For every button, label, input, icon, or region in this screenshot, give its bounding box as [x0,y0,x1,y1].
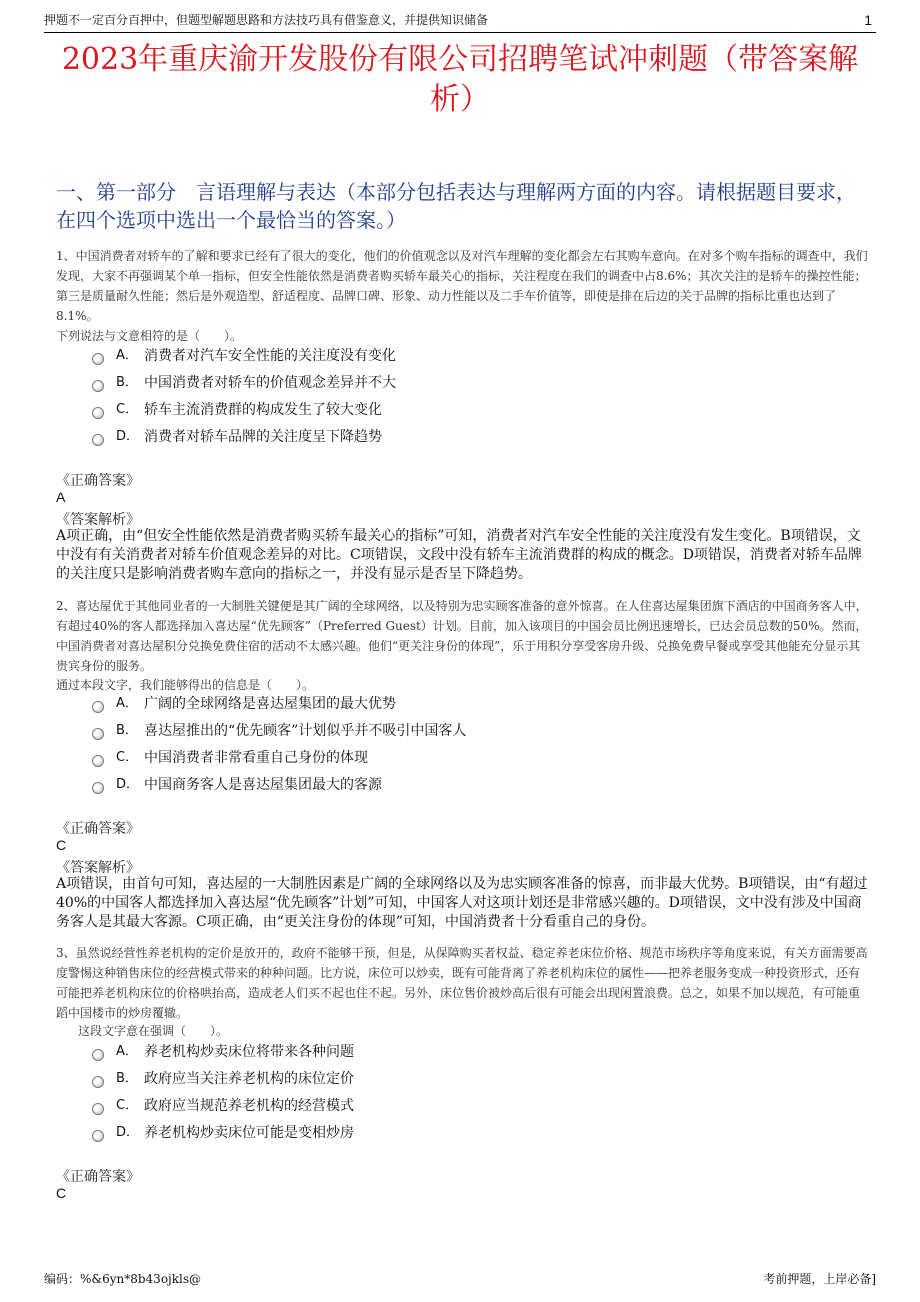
option-text: 养老机构炒卖床位将带来各种问题 [144,1044,354,1060]
analysis-label: 《答案解析》 [56,860,140,876]
question-stem: 2、喜达屋优于其他同业者的一大制胜关键便是其广阔的全球网络，以及特别为忠实顾客准备的意外惊喜。在人住喜达屋集团旗下酒店的中国商务客人中，有超过40%的客人都选择加入喜达屋“优先顾客”（Preferred Guest）计划。目前，加入该项目的中国会员比例迅速增长，已达会员总数的50%。然而，中国消费者对喜达屋积分兑换免费住宿的活动不太感兴趣。他们“更关注身份的体现”，乐于用积分享受客房升级、兑换免费早餐或享受其他能充分显示其贵宾身份的服务。 [56,599,868,673]
option-text: 消费者对汽车安全性能的关注度没有变化 [144,348,396,364]
option-text: 中国消费者非常看重自己身份的体现 [144,750,368,766]
question-1-stem [56,246,868,326]
question-1-option-a[interactable] [92,346,396,366]
page-header [44,8,876,33]
option-letter: B． [116,1071,138,1086]
radio-icon[interactable] [92,380,104,392]
radio-icon[interactable] [92,701,104,713]
option-letter: A． [116,348,138,363]
radio-icon[interactable] [92,728,104,740]
question-3-option-d[interactable] [92,1123,354,1143]
answer-label: 《正确答案》 [56,821,140,837]
option-text: 消费者对轿车品牌的关注度呈下降趋势 [144,429,382,445]
option-letter: B． [116,723,138,738]
document-title: 2023年重庆渝开发股份有限公司招聘笔试冲刺题（带答案解析） [61,42,859,117]
question-3-stem [56,943,868,1023]
option-letter: A． [116,1044,138,1059]
radio-icon[interactable] [92,353,104,365]
radio-icon[interactable] [92,1130,104,1142]
question-2-option-b[interactable] [92,721,466,741]
option-text: 轿车主流消费群的构成发生了较大变化 [144,402,382,418]
answer-value: C [56,837,67,853]
question-stem: 3、虽然说经营性养老机构的定价是放开的，政府不能够干预，但是，从保障购买者权益、稳定养老床位价格、规范市场秩序等角度来说，有关方面需要高度警惕这种销售床位的经营模式带来的种种问题。比方说，床位可以炒卖，既有可能背离了养老机构床位的属性——把养老服务变成一种投资形式，还有可能把养老机构床位的价格哄抬高，造成老人们买不起也住不起。另外，床位售价被炒高后很有可能会出现闲置浪费。总之，如果不加以规范，有可能重蹈中国楼市的炒房覆辙。 [56,946,868,1020]
option-letter: C． [116,750,139,765]
radio-icon[interactable] [92,1049,104,1061]
radio-icon[interactable] [92,782,104,794]
radio-icon[interactable] [92,1076,104,1088]
option-letter: D． [116,1125,140,1140]
answer-label: 《正确答案》 [56,473,140,489]
radio-icon[interactable] [92,755,104,767]
question-3-option-b[interactable] [92,1069,354,1089]
analysis-text: A项错误，由首句可知，喜达屋的一大制胜因素是广阔的全球网络以及为忠实顾客准备的惊喜，而非最大优势。B项错误，由“有超过40%的中国客人都选择加入喜达屋“优先顾客”计划”可知，中国客人对这项计划还是非常感兴趣的。D项错误，文中没有涉及中国商务客人是其最大客源。C项正确，由“更关注身份的体现”可知，中国消费者十分看重自己的身份。 [56,876,868,930]
option-text: 中国消费者对轿车的价值观念差异并不大 [144,375,396,391]
option-letter: D． [116,429,140,444]
option-text: 政府应当规范养老机构的经营模式 [144,1098,354,1114]
question-2-stem [56,596,868,676]
option-text: 养老机构炒卖床位可能是变相炒房 [144,1125,354,1141]
radio-icon[interactable] [92,434,104,446]
option-text: 中国商务客人是喜达屋集团最大的客源 [144,777,382,793]
answer-value: C [56,1185,67,1201]
question-1-option-c[interactable] [92,400,382,420]
question-1-option-b[interactable] [92,373,396,393]
answer-value: A [56,489,66,505]
option-letter: A． [116,696,138,711]
option-text: 喜达屋推出的“优先顾客”计划似乎并不吸引中国客人 [144,723,467,739]
option-letter: C． [116,1098,139,1113]
option-text: 政府应当关注养老机构的床位定价 [144,1071,354,1087]
question-2-option-d[interactable] [92,775,382,795]
footer-slogan: 考前押题，上岸必备] [763,1272,876,1286]
page-number: 1 [864,12,872,28]
option-letter: B． [116,375,138,390]
question-stem: 1、中国消费者对轿车的了解和要求已经有了很大的变化，他们的价值观念以及对汽车理解的变化都会左右其购车意向。在对多个购车指标的调查中，我们发现，大家不再强调某个单一指标，但安全性能依然是消费者购买轿车最关心的指标，关注程度在我们的调查中占8.6%；其次关注的是轿车的操控性能；第三是质量耐久性能；然后是外观造型、舒适程度、品牌口碑、形象、动力性能以及二手车价值等，即使是排在后边的关于品牌的指标比重也达到了8.1%。 [56,249,868,323]
analysis-label: 《答案解析》 [56,512,140,528]
question-3-prompt: 这段文字意在强调（ ）。 [78,1024,229,1038]
question-3-option-c[interactable] [92,1096,354,1116]
question-2-option-a[interactable] [92,694,396,714]
radio-icon[interactable] [92,407,104,419]
option-letter: C． [116,402,139,417]
question-2-prompt: 通过本段文字，我们能够得出的信息是（ ）。 [56,678,315,692]
header-note: 押题不一定百分百押中，但题型解题思路和方法技巧具有借鉴意义，并提供知识储备 [44,13,489,27]
option-letter: D． [116,777,140,792]
radio-icon[interactable] [92,1103,104,1115]
footer-code: 编码：%&6yn*8b43ojkls@ [44,1272,202,1286]
section-heading: 一、第一部分 言语理解与表达（本部分包括表达与理解两方面的内容。请根据题目要求，在四个选项中选出一个最恰当的答案。） [56,180,856,232]
question-2-option-c[interactable] [92,748,368,768]
question-3-option-a[interactable] [92,1042,354,1062]
answer-label: 《正确答案》 [56,1169,140,1185]
analysis-text: A项正确，由“但安全性能依然是消费者购买轿车最关心的指标”可知，消费者对汽车安全性能的关注度没有发生变化。B项错误，文中没有有关消费者对轿车价值观念差异的对比。C项错误，文段中没有轿车主流消费群的构成的概念。D项错误，消费者对轿车品牌的关注度只是影响消费者购车意向的指标之一，并没有显示是否呈下降趋势。 [56,528,862,582]
question-1-option-d[interactable] [92,427,382,447]
option-text: 广阔的全球网络是喜达屋集团的最大优势 [144,696,396,712]
question-1-prompt: 下列说法与文意相符的是（ ）。 [56,329,243,343]
